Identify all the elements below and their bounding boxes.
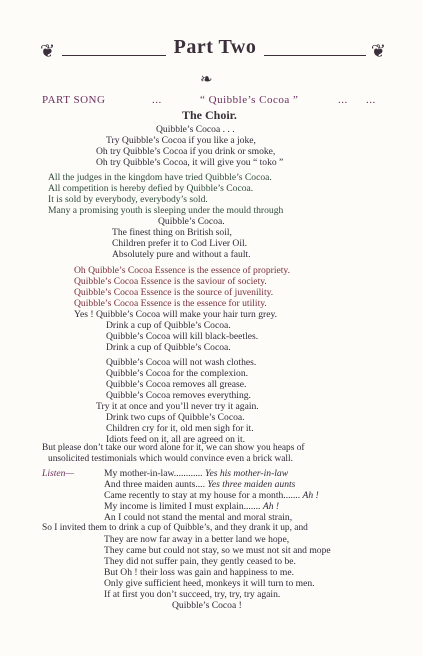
verse-line: Many a promising youth is sleeping under the mould through xyxy=(48,205,284,216)
listen-line xyxy=(104,468,288,479)
verse-line: Try it at once and you’ll never try it again. xyxy=(96,401,259,412)
listen-line: If at first you don’t succeed, try, try, try again. xyxy=(104,589,281,600)
verse-line: Quibble’s Cocoa Essence is the source of juvenility. xyxy=(74,287,274,298)
part-song-heading xyxy=(42,94,382,108)
listen-line: An I could not stand the mental and moral strain, xyxy=(104,512,293,523)
listen-line xyxy=(104,479,295,490)
song-name: “ Quibble’s Cocoa ” xyxy=(200,94,299,106)
listen-response: Yes his mother-in-law xyxy=(204,468,289,479)
verse-line: All the judges in the kingdom have tried Quibble’s Cocoa. xyxy=(48,172,272,183)
listen-response: Yes three maiden aunts xyxy=(207,479,296,490)
leader-dots: ... xyxy=(366,94,376,106)
choir-heading: The Choir. xyxy=(182,108,237,122)
part-song-label: PART SONG xyxy=(42,94,106,106)
listen-response: Ah ! xyxy=(262,501,280,512)
verse-line: Children prefer it to Cod Liver Oil. xyxy=(112,238,248,249)
verse-line: Quibble’s Cocoa will kill black-beetles. xyxy=(106,331,259,342)
verse-line: Quibble’s Cocoa Essence is the saviour of society. xyxy=(74,276,267,287)
right-flourish-icon: ❦ xyxy=(370,41,386,61)
verse-line: Quibble’s Cocoa . . . xyxy=(156,124,235,135)
verse-line: Children cry for it, old men sigh for it. xyxy=(106,423,254,434)
verse-line: Idiots feed on it, all are agreed on it. xyxy=(106,434,246,445)
listen-line: They are now far away in a better land we hope, xyxy=(104,534,290,545)
verse-line: Oh Quibble’s Cocoa Essence is the essence of propriety. xyxy=(74,265,290,276)
verse-line: The finest thing on British soil, xyxy=(112,227,232,238)
part-header xyxy=(38,36,388,66)
verse-line: Drink a cup of Quibble’s Cocoa. xyxy=(106,320,231,331)
verse-line: Oh try Quibble’s Cocoa if you drink or smoke, xyxy=(96,146,276,157)
verse-line: Oh try Quibble’s Cocoa, it will give you “ toko ” xyxy=(96,157,284,168)
verse-line: Drink two cups of Quibble’s Cocoa. xyxy=(106,412,245,423)
listen-line: They did not suffer pain, they gently ceased to be. xyxy=(104,556,296,567)
verse-line: Quibble’s Cocoa Essence is the essence for utility. xyxy=(74,298,267,309)
testimonial-line: unsolicited testimonials which would convince even a brick wall. xyxy=(48,454,293,464)
listen-text: And three maiden aunts.... xyxy=(104,479,205,490)
listen-line: But Oh ! their loss was gain and happiness to me. xyxy=(104,567,294,578)
listen-line xyxy=(104,501,279,512)
listen-response: Ah ! xyxy=(302,490,319,501)
verse-line: Quibble’s Cocoa removes all grease. xyxy=(106,379,247,390)
listen-line: Only give sufficient heed, monkeys it will turn to men. xyxy=(104,578,315,589)
left-flourish-icon: ❦ xyxy=(40,41,56,61)
listen-line: They came but could not stay, so we must not sit and mope xyxy=(104,545,331,556)
verse-line: It is sold by everybody, everybody’s sold. xyxy=(48,194,208,205)
listen-text: Came recently to stay at my house for a month....... xyxy=(104,490,301,501)
verse-line: Try Quibble’s Cocoa if you like a joke, xyxy=(106,135,256,146)
verse-line: Quibble’s Cocoa will not wash clothes. xyxy=(106,357,257,368)
listen-text: My mother-in-law............ xyxy=(104,468,203,479)
leader-dots: ... xyxy=(152,94,162,106)
verse-line: Absolutely pure and without a fault. xyxy=(112,249,251,260)
verse-line: Drink a cup of Quibble’s Cocoa. xyxy=(106,342,231,353)
listen-line xyxy=(104,490,319,501)
listen-line: Quibble’s Cocoa ! xyxy=(172,600,242,611)
verse-line: Quibble’s Cocoa removes everything. xyxy=(106,390,251,401)
listen-text: My income is limited I must explain....... xyxy=(104,501,261,512)
header-rule-left xyxy=(62,55,166,56)
verse-line: All competition is hereby defied by Quibble’s Cocoa. xyxy=(48,183,254,194)
verse-line: Quibble’s Cocoa for the complexion. xyxy=(106,368,249,379)
center-ornament-icon: ❧ xyxy=(200,72,213,88)
verse-line: Quibble’s Cocoa. xyxy=(158,216,225,227)
header-rule-right xyxy=(264,55,366,56)
verse-line: Yes ! Quibble’s Cocoa will make your hair turn grey. xyxy=(74,309,278,320)
listen-line: So I invited them to drink a cup of Quibble’s, and they drank it up, and xyxy=(42,523,308,533)
testimonial-line: But please don’t take our word alone for it, we can show you heaps of xyxy=(42,443,305,453)
leader-dots: ... xyxy=(338,94,348,106)
part-title: Part Two xyxy=(173,36,257,58)
listen-label: Listen— xyxy=(42,468,74,479)
